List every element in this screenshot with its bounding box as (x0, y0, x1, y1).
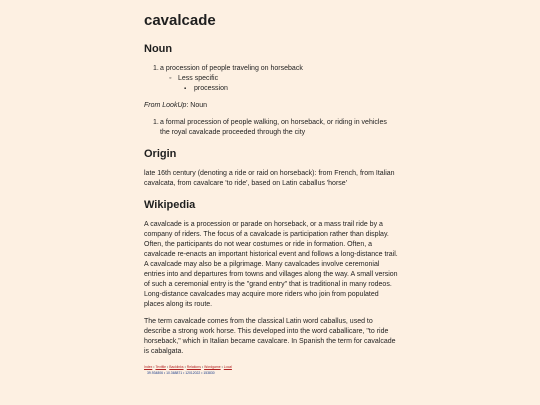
definition-2 (144, 118, 400, 138)
source-line (144, 101, 400, 111)
origin-heading: Origin (144, 148, 177, 160)
content-column (144, 10, 400, 376)
bullet-square-icon: ▪ (184, 86, 187, 92)
source-name: From LookUp (144, 102, 187, 109)
link-wordgame[interactable]: Wordgame (204, 365, 221, 369)
hypernym-item (144, 84, 400, 94)
bullet-circle-icon: ◦ (169, 75, 172, 82)
link-relations[interactable]: Relations (186, 365, 201, 369)
coordinates-readout: 39.934806 • 10.368871 • 12012022 • 153830 (147, 371, 215, 375)
origin-text: late 16th century (denoting a ride or raid on horseback): from French, from Italian cavalcata, from cavalcare 'to ride', based on Latin caballus 'horse' (144, 170, 395, 187)
page-title: cavalcade (144, 12, 216, 29)
link-index[interactable]: Index (144, 365, 153, 369)
link-textfile[interactable]: Textfile (155, 365, 167, 369)
definition-number: 1. (153, 65, 159, 72)
definition-1 (144, 64, 400, 74)
definition-number: 1. (153, 119, 159, 126)
definition-2-text: a formal procession of people walking, on horseback, or riding in vehicles (160, 119, 387, 126)
link-backlinks[interactable]: Backlinks (169, 365, 184, 369)
wikipedia-heading: Wikipedia (144, 199, 196, 211)
noun-heading: Noun (144, 43, 173, 55)
wikipedia-paragraph-2: The term cavalcade comes from the classical Latin word caballus, used to describe a strong work horse. This developed into the word caballicare, "to ride horseback," which in Italian became cavalcare. In Spanish the term for cavalcade is cabalgata. (144, 318, 396, 355)
less-specific-item (144, 74, 400, 84)
wikipedia-paragraph-1: A cavalcade is a procession or parade on horseback, or a mass trail ride by a company of riders. The focus of a cavalcade is participation rather than display. Often, the participants do not wear costumes or ride in formation. Often, a cavalcade re-enacts an important historical event and follows a long-distance trail. A cavalcade may also be a pilgrimage. Many cavalcades involve ceremonial entries into and departures from towns and villages along the way. A small version of such a ceremonial entry is the "grand entry" that is traditional in many rodeos. Long-distance cavalcades may acquire more riders who join from populated places along its route. (144, 221, 398, 308)
source-pos: : Noun (186, 102, 208, 109)
link-local[interactable]: Local (223, 365, 232, 369)
definition-1-text: a procession of people traveling on horseback (160, 65, 303, 72)
less-specific-label: Less specific (178, 75, 219, 82)
footer-links: Index•Textfile•Backlinks•Relations•Wordgame•Local (144, 365, 232, 369)
definition-2-example: the royal cavalcade proceeded through the city (160, 129, 306, 136)
hypernym-link[interactable]: procession (194, 85, 228, 92)
